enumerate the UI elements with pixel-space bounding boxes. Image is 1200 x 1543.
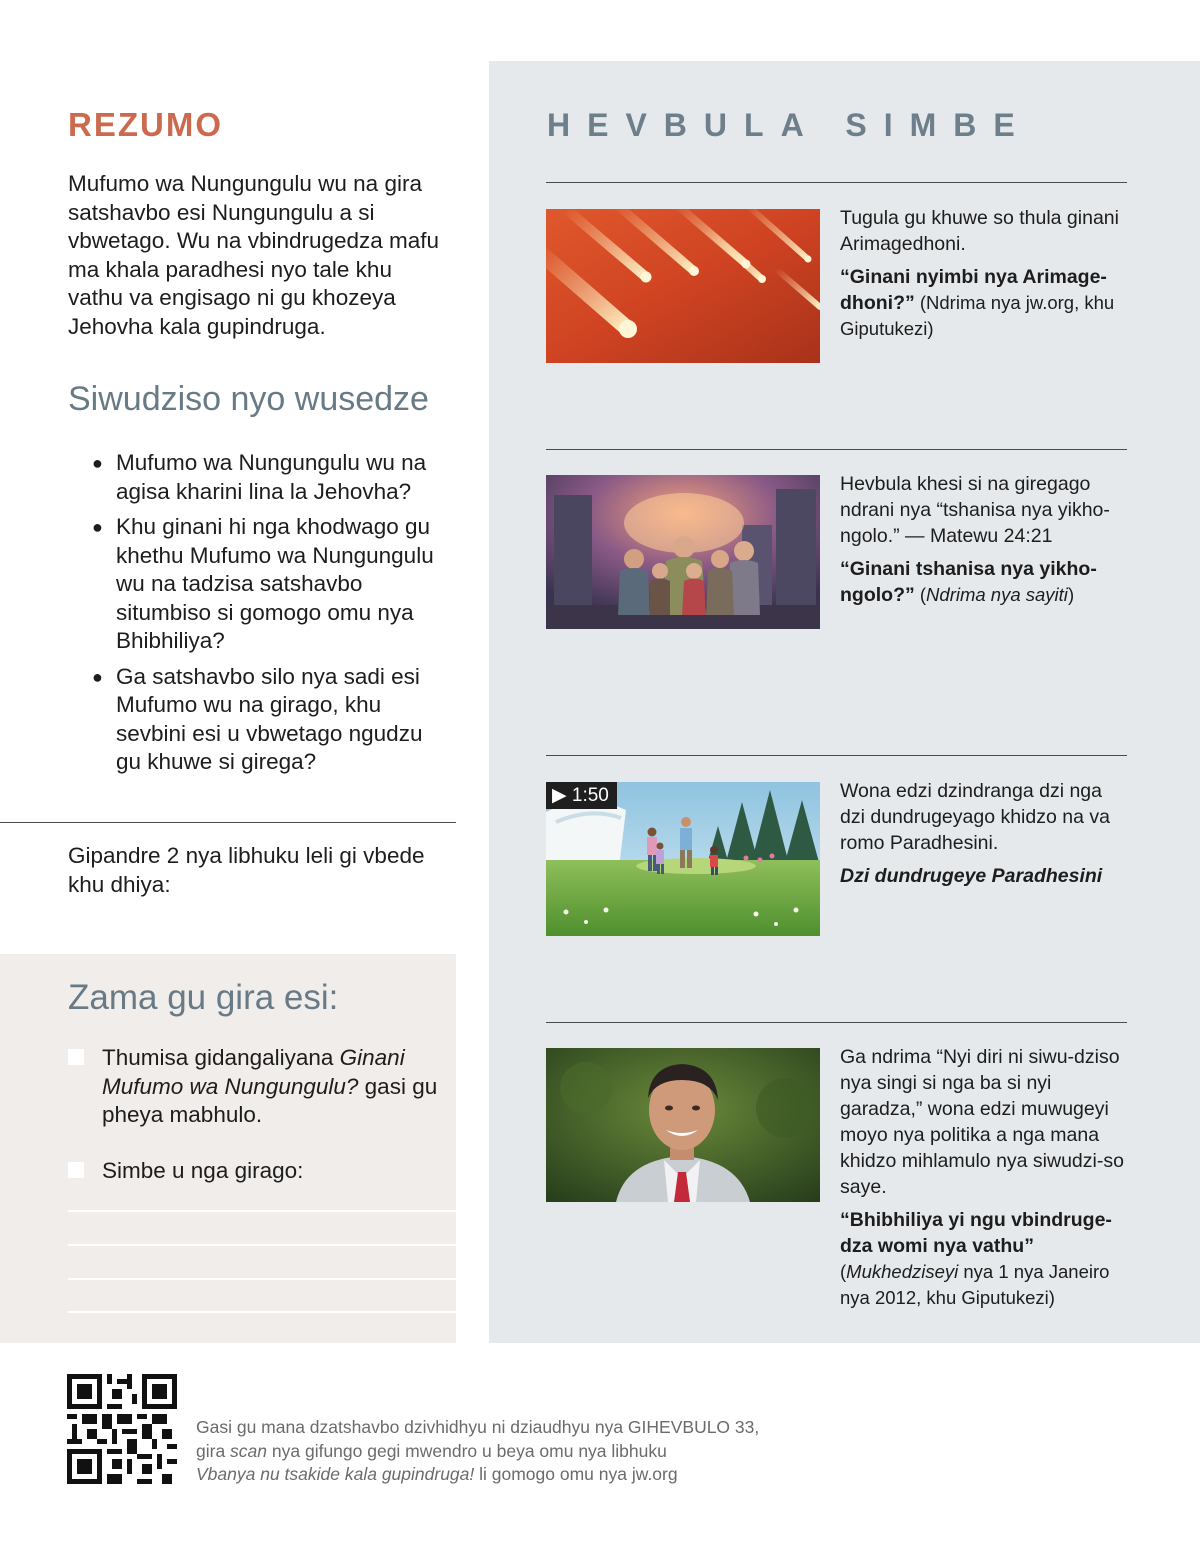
qr-code-icon[interactable]	[67, 1374, 177, 1484]
resource-divider	[546, 182, 1127, 183]
questions-heading: Siwudziso nyo wusedze	[68, 380, 429, 418]
checkbox[interactable]	[68, 1049, 84, 1065]
bullet-icon: ●	[92, 666, 103, 687]
todo-item-intro	[68, 1044, 438, 1130]
resource-source: (Mukhedziseyi nya 1 nya Janeiro nya 2012, khu Giputukezi)	[840, 1261, 1110, 1308]
resource-item	[840, 1044, 1132, 1311]
family-in-crisis-image[interactable]	[546, 475, 820, 629]
checkbox[interactable]	[68, 1162, 84, 1178]
resource-description: Hevbula khesi si na giregago ndrani nya “tshanisa nya yikho-ngolo.” — Matewu 24:21	[840, 473, 1110, 547]
resource-source: (Ndrima nya sayiti)	[914, 584, 1075, 605]
resource-title[interactable]: Dzi dundrugeye Paradhesini	[840, 865, 1103, 887]
summary-heading: REZUMO	[68, 106, 223, 143]
resource-divider	[546, 449, 1127, 450]
resource-description: Wona edzi dzindranga dzi nga dzi dundrugeyago khidzo na va romo Paradhesini.	[840, 780, 1110, 854]
bullet-icon: ●	[92, 453, 103, 473]
paradise-family-video-image[interactable]	[546, 782, 820, 936]
writing-line[interactable]	[68, 1311, 456, 1313]
question-item	[90, 449, 450, 506]
writing-line[interactable]	[68, 1244, 456, 1246]
resource-description: Ga ndrima “Nyi diri ni siwu-dziso nya singi si nga ba si nyi garadza,” wona edzi muwugeyi moyo nya politika a nga mana khidzo mihlamulo nya siwudzi-so saye.	[840, 1046, 1124, 1198]
question-item	[90, 513, 450, 656]
publication-title: Ginani Mufumo wa Nungungulu?	[102, 1045, 405, 1099]
bullet-icon: ●	[92, 517, 103, 537]
study-note: Gipandre 2 nya libhuku leli gi vbede khu dhiya:	[68, 843, 425, 897]
resource-item	[840, 471, 1132, 608]
resource-title[interactable]: “Ginani tshanisa nya yikho-ngolo?”	[840, 558, 1097, 606]
todo-heading: Zama gu gira esi:	[68, 978, 339, 1017]
resource-item	[840, 778, 1132, 889]
resource-divider	[546, 1022, 1127, 1023]
question-text: Mufumo wa Nungungulu wu na agisa kharini lina la Jehovha?	[116, 450, 427, 504]
resource-divider	[546, 755, 1127, 756]
question-text: Khu ginani hi nga khodwago gu khethu Mufumo wa Nungungulu wu na tadzisa satshavbo situmbiso si gomogo omu nya Bhibhiliya?	[116, 514, 434, 653]
resource-item	[840, 205, 1132, 342]
writing-line[interactable]	[68, 1210, 456, 1212]
video-duration-badge[interactable]: ▶ 1:50	[546, 782, 617, 809]
smiling-man-portrait-image[interactable]	[546, 1048, 820, 1202]
todo-box	[0, 954, 456, 1343]
further-study-heading: HEVBULA SIMBE	[547, 107, 1032, 143]
footer-text: Gasi gu mana dzatshavbo dzivhidhyu ni dziaudhyu nya GIHEVBULO 33, gira scan nya gifungo gegi mwendro u beya omu nya libhuku Vbanya nu tsakide kala gupindruga! li gomogo omu nya jw.org	[196, 1417, 760, 1484]
resource-description: Tugula gu khuwe so thula ginani Arimagedhoni.	[840, 207, 1119, 255]
resource-title[interactable]: “Ginani nyimbi nya Arimage-dhoni?”	[840, 266, 1107, 314]
question-item	[90, 663, 450, 777]
question-text: Ga satshavbo silo nya sadi esi Mufumo wu na girago, khu sevbini esi u vbwetago ngudzu gu khuwe si girega?	[116, 663, 423, 774]
writing-line[interactable]	[68, 1278, 456, 1280]
summary-text: Mufumo wa Nungungulu wu na gira satshavbo esi Nungungulu a si vbwetago. Wu na vbindrugedza mafu ma khala paradhesi nyo tale khu vathu va engisago ni gu khozeya Jehovha kala gupindruga.	[68, 171, 440, 339]
todo-item-text: Thumisa gidangaliyana Ginani Mufumo wa Nungungulu? gasi gu pheya mabhulo.	[102, 1045, 438, 1127]
todo-item-text: Simbe u nga girago:	[102, 1158, 304, 1183]
falling-meteors-image[interactable]	[546, 209, 820, 363]
todo-item-goal	[68, 1157, 438, 1186]
play-icon: ▶	[552, 785, 572, 806]
section-divider	[0, 822, 456, 823]
questions-list	[90, 449, 450, 784]
resource-title[interactable]: “Bhibhiliya yi ngu vbindruge-dza womi nya vathu”	[840, 1209, 1112, 1257]
resource-source: (Ndrima nya jw.org, khu Giputukezi)	[840, 292, 1115, 339]
further-study-panel	[489, 61, 1200, 1343]
